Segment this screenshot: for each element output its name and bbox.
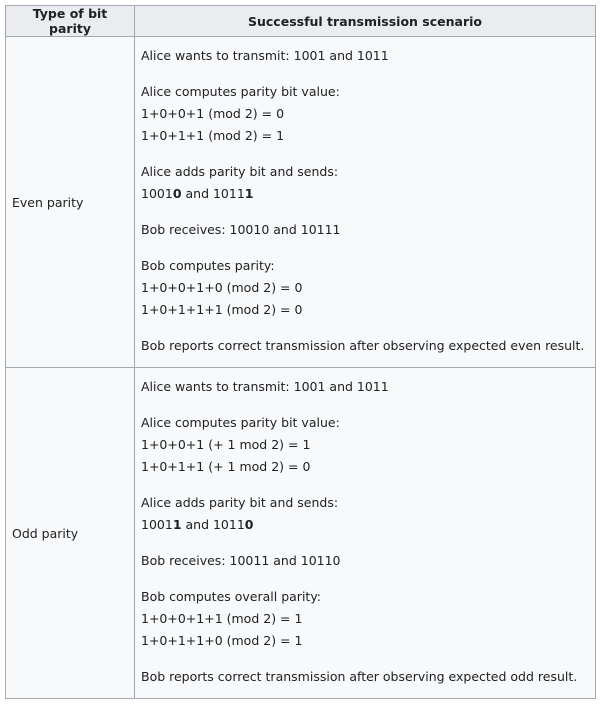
calc-line: 1+0+1+1+0 (mod 2) = 1 xyxy=(141,633,303,648)
parity-bit: 0 xyxy=(172,186,182,201)
want-text: Alice wants to transmit: 1001 and 1011 xyxy=(141,379,389,394)
send-block xyxy=(141,161,589,205)
send-line: 10010 and 10111 xyxy=(141,186,254,201)
scenario-cell xyxy=(135,368,596,699)
parity-type: Even parity xyxy=(6,37,135,368)
report-text: Bob reports correct transmission after observing expected odd result. xyxy=(141,669,578,684)
calc-line: 1+0+0+1 (mod 2) = 0 xyxy=(141,106,285,121)
parity-bit: 1 xyxy=(244,186,254,201)
receive-text: Bob receives: 10011 and 10110 xyxy=(141,553,341,568)
parity-bit: 1 xyxy=(172,517,182,532)
header-row xyxy=(6,6,596,37)
bob-compute-label: Bob computes overall parity: xyxy=(141,589,322,604)
table-row xyxy=(6,37,596,368)
compute-label: Alice computes parity bit value: xyxy=(141,415,340,430)
send-block xyxy=(141,492,589,536)
compute-block xyxy=(141,412,589,478)
bob-compute-label: Bob computes parity: xyxy=(141,258,275,273)
compute-block xyxy=(141,81,589,147)
parity-table xyxy=(5,5,596,699)
bob-compute-block xyxy=(141,255,589,321)
bob-compute-block xyxy=(141,586,589,652)
calc-line: 1+0+0+1+0 (mod 2) = 0 xyxy=(141,280,303,295)
table-row xyxy=(6,368,596,699)
send-line: 10011 and 10110 xyxy=(141,517,254,532)
header-type: Type of bit parity xyxy=(6,6,135,37)
calc-line: 1+0+1+1 (+ 1 mod 2) = 0 xyxy=(141,459,311,474)
compute-label: Alice computes parity bit value: xyxy=(141,84,340,99)
calc-line: 1+0+1+1+1 (mod 2) = 0 xyxy=(141,302,303,317)
want-text: Alice wants to transmit: 1001 and 1011 xyxy=(141,48,389,63)
send-label: Alice adds parity bit and sends: xyxy=(141,164,339,179)
header-scenario: Successful transmission scenario xyxy=(135,6,596,37)
calc-line: 1+0+0+1+1 (mod 2) = 1 xyxy=(141,611,303,626)
receive-text: Bob receives: 10010 and 10111 xyxy=(141,222,341,237)
parity-bit: 0 xyxy=(244,517,254,532)
scenario-cell xyxy=(135,37,596,368)
calc-line: 1+0+1+1 (mod 2) = 1 xyxy=(141,128,285,143)
report-text: Bob reports correct transmission after observing expected even result. xyxy=(141,338,585,353)
parity-type: Odd parity xyxy=(6,368,135,699)
send-label: Alice adds parity bit and sends: xyxy=(141,495,339,510)
calc-line: 1+0+0+1 (+ 1 mod 2) = 1 xyxy=(141,437,311,452)
